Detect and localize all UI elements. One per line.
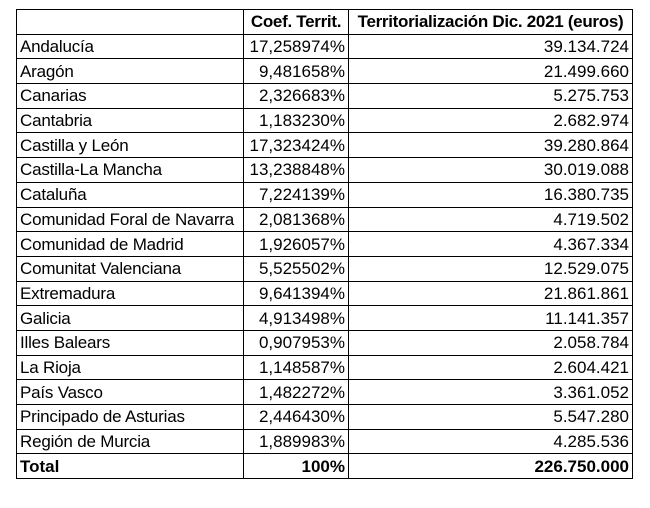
table-body: [17, 34, 633, 478]
coefficient-cell: 2,446430%: [244, 405, 349, 430]
coefficient-cell: 1,926057%: [244, 232, 349, 257]
amount-cell: 4.285.536: [349, 429, 633, 454]
total-amount: 226.750.000: [349, 454, 633, 479]
table-row: [17, 232, 633, 257]
coefficient-cell: 2,326683%: [244, 84, 349, 109]
table-row: [17, 34, 633, 59]
table-row: [17, 281, 633, 306]
region-cell: La Rioja: [17, 355, 244, 380]
region-cell: Comunitat Valenciana: [17, 256, 244, 281]
amount-cell: 30.019.088: [349, 158, 633, 183]
amount-cell: 21.499.660: [349, 59, 633, 84]
table-row: [17, 182, 633, 207]
coefficient-cell: 9,481658%: [244, 59, 349, 84]
amount-cell: 5.547.280: [349, 405, 633, 430]
coefficient-cell: 17,258974%: [244, 34, 349, 59]
coefficient-cell: 17,323424%: [244, 133, 349, 158]
region-cell: Principado de Asturias: [17, 405, 244, 430]
region-cell: Comunidad Foral de Navarra: [17, 207, 244, 232]
amount-cell: 21.861.861: [349, 281, 633, 306]
amount-cell: 4.719.502: [349, 207, 633, 232]
table-row: [17, 429, 633, 454]
total-label: Total: [17, 454, 244, 479]
amount-cell: 12.529.075: [349, 256, 633, 281]
amount-cell: 2.604.421: [349, 355, 633, 380]
header-row: [17, 10, 633, 35]
table-row: [17, 380, 633, 405]
amount-cell: 5.275.753: [349, 84, 633, 109]
coefficient-cell: 5,525502%: [244, 256, 349, 281]
region-cell: Cataluña: [17, 182, 244, 207]
table-row: [17, 355, 633, 380]
region-cell: Andalucía: [17, 34, 244, 59]
coefficient-cell: 1,148587%: [244, 355, 349, 380]
region-cell: Castilla y León: [17, 133, 244, 158]
amount-cell: 39.280.864: [349, 133, 633, 158]
region-cell: Cantabria: [17, 108, 244, 133]
territorialization-table: [16, 9, 633, 479]
table-row: [17, 133, 633, 158]
region-cell: Región de Murcia: [17, 429, 244, 454]
amount-cell: 2.682.974: [349, 108, 633, 133]
coefficient-cell: 1,183230%: [244, 108, 349, 133]
coefficient-cell: 2,081368%: [244, 207, 349, 232]
table-row: [17, 306, 633, 331]
table-row: [17, 84, 633, 109]
table-row: [17, 330, 633, 355]
region-cell: Canarias: [17, 84, 244, 109]
amount-cell: 4.367.334: [349, 232, 633, 257]
coefficient-cell: 7,224139%: [244, 182, 349, 207]
table-row: [17, 256, 633, 281]
region-cell: Galicia: [17, 306, 244, 331]
coefficient-cell: 9,641394%: [244, 281, 349, 306]
header-territorialization: Territorialización Dic. 2021 (euros): [349, 10, 633, 35]
coefficient-cell: 1,889983%: [244, 429, 349, 454]
table-row: [17, 59, 633, 84]
header-region: [17, 10, 244, 35]
region-cell: País Vasco: [17, 380, 244, 405]
amount-cell: 2.058.784: [349, 330, 633, 355]
table-row: [17, 405, 633, 430]
region-cell: Aragón: [17, 59, 244, 84]
amount-cell: 39.134.724: [349, 34, 633, 59]
total-coefficient: 100%: [244, 454, 349, 479]
coefficient-cell: 4,913498%: [244, 306, 349, 331]
table-row: [17, 108, 633, 133]
amount-cell: 11.141.357: [349, 306, 633, 331]
coefficient-cell: 0,907953%: [244, 330, 349, 355]
header-coefficient: Coef. Territ.: [244, 10, 349, 35]
region-cell: Illes Balears: [17, 330, 244, 355]
coefficient-cell: 1,482272%: [244, 380, 349, 405]
region-cell: Castilla-La Mancha: [17, 158, 244, 183]
table-row: [17, 158, 633, 183]
table-row: [17, 207, 633, 232]
region-cell: Comunidad de Madrid: [17, 232, 244, 257]
coefficient-cell: 13,238848%: [244, 158, 349, 183]
region-cell: Extremadura: [17, 281, 244, 306]
total-row: [17, 454, 633, 479]
amount-cell: 3.361.052: [349, 380, 633, 405]
amount-cell: 16.380.735: [349, 182, 633, 207]
